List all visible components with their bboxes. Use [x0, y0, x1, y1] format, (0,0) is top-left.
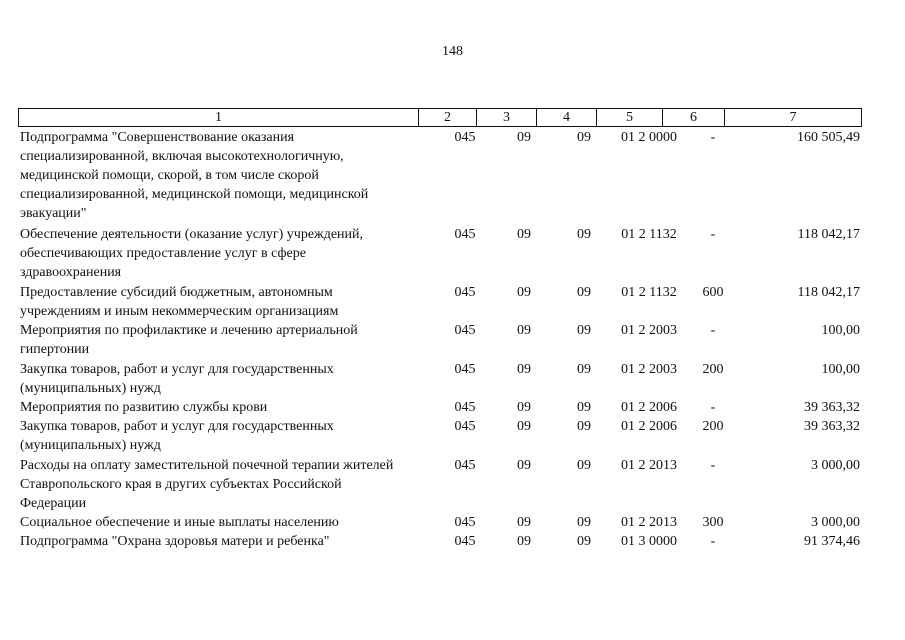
row-col-4: 09: [577, 227, 591, 242]
row-col-7: 39 363,32: [804, 400, 860, 415]
header-col-1: 1: [19, 109, 419, 126]
header-col-3: 3: [477, 109, 537, 126]
row-col-4: 09: [577, 362, 591, 377]
header-col-7: 7: [789, 110, 797, 125]
row-col-2: 045: [454, 400, 476, 415]
row-col-4: 09: [577, 400, 591, 415]
row-col-5: 01 2 0000: [621, 130, 677, 145]
row-col-7: 118 042,17: [797, 285, 860, 300]
row-col-5: 01 2 2003: [621, 323, 677, 338]
row-col-3: 09: [517, 362, 531, 377]
row-name: Подпрограмма "Охрана здоровья матери и ребенка": [20, 534, 330, 549]
row-col-4: 09: [577, 285, 591, 300]
row-name: Мероприятия по профилактике и лечению артериальной гипертонии: [20, 323, 358, 357]
row-col-3: 09: [517, 534, 531, 549]
row-col-2: 045: [454, 323, 476, 338]
row-col-6: -: [710, 323, 716, 338]
row-col-6: 200: [702, 362, 724, 377]
row-name: Подпрограмма "Совершенствование оказания специализированной, включая высокотехнологичную, медицинской помощи, скорой, в том числе скорой специализированной, медицинской помощи, медицинской эвакуации": [20, 130, 369, 221]
row-col-5: 01 2 2006: [621, 419, 677, 434]
row-col-7: 39 363,32: [804, 419, 860, 434]
row-col-2: 045: [454, 534, 476, 549]
row-name: Расходы на оплату заместительной почечной терапии жителей Ставропольского края в других субъектах Российской Федерации: [20, 458, 394, 511]
row-col-4: 09: [577, 515, 591, 530]
row-col-5: 01 2 2006: [621, 400, 677, 415]
header-col-2: 2: [419, 109, 477, 126]
row-col-7: 118 042,17: [797, 227, 860, 242]
row-col-5: 01 3 0000: [621, 534, 677, 549]
row-col-6: -: [710, 400, 716, 415]
row-col-5: 01 2 2003: [621, 362, 677, 377]
row-col-5: 01 2 1132: [621, 285, 677, 300]
header-col-6: 6: [663, 109, 725, 126]
row-col-6: -: [710, 458, 716, 473]
row-col-4: 09: [577, 458, 591, 473]
row-col-3: 09: [517, 458, 531, 473]
row-col-2: 045: [454, 285, 476, 300]
row-col-7: 3 000,00: [811, 515, 860, 530]
row-col-6: 200: [702, 419, 724, 434]
row-col-6: -: [710, 534, 716, 549]
row-col-7: 160 505,49: [797, 130, 860, 145]
row-col-4: 09: [577, 419, 591, 434]
header-col-4: 4: [537, 109, 597, 126]
row-col-3: 09: [517, 400, 531, 415]
row-name: Закупка товаров, работ и услуг для государственных (муниципальных) нужд: [20, 419, 334, 453]
row-name: Мероприятия по развитию службы крови: [20, 400, 268, 415]
row-col-2: 045: [454, 419, 476, 434]
row-col-3: 09: [517, 285, 531, 300]
row-col-2: 045: [454, 515, 476, 530]
row-col-2: 045: [454, 362, 476, 377]
row-col-3: 09: [517, 515, 531, 530]
page-number: 148: [442, 44, 463, 59]
row-col-7: 100,00: [821, 362, 860, 377]
row-col-3: 09: [517, 227, 531, 242]
row-col-3: 09: [517, 130, 531, 145]
row-name: Закупка товаров, работ и услуг для государственных (муниципальных) нужд: [20, 362, 334, 396]
row-col-4: 09: [577, 130, 591, 145]
row-col-6: 300: [702, 515, 724, 530]
row-col-5: 01 2 2013: [621, 458, 677, 473]
row-col-3: 09: [517, 419, 531, 434]
row-col-7: 3 000,00: [811, 458, 860, 473]
row-col-3: 09: [517, 323, 531, 338]
row-col-2: 045: [454, 227, 476, 242]
row-name: Социальное обеспечение и иные выплаты населению: [20, 515, 339, 530]
row-name: Предоставление субсидий бюджетным, автономным учреждениям и иным некоммерческим организациям: [20, 285, 339, 319]
row-col-4: 09: [577, 323, 591, 338]
row-col-2: 045: [454, 458, 476, 473]
row-col-6: 600: [702, 285, 724, 300]
row-col-2: 045: [454, 130, 476, 145]
header-col-5: 5: [597, 109, 663, 126]
row-col-6: -: [710, 227, 716, 242]
table-header: [18, 108, 862, 127]
row-col-5: 01 2 1132: [621, 227, 677, 242]
row-col-7: 91 374,46: [804, 534, 860, 549]
row-name: Обеспечение деятельности (оказание услуг) учреждений, обеспечивающих предоставление услуг в сфере здравоохранения: [20, 227, 364, 280]
row-col-6: -: [710, 130, 716, 145]
row-col-4: 09: [577, 534, 591, 549]
row-col-5: 01 2 2013: [621, 515, 677, 530]
row-col-7: 100,00: [821, 323, 860, 338]
